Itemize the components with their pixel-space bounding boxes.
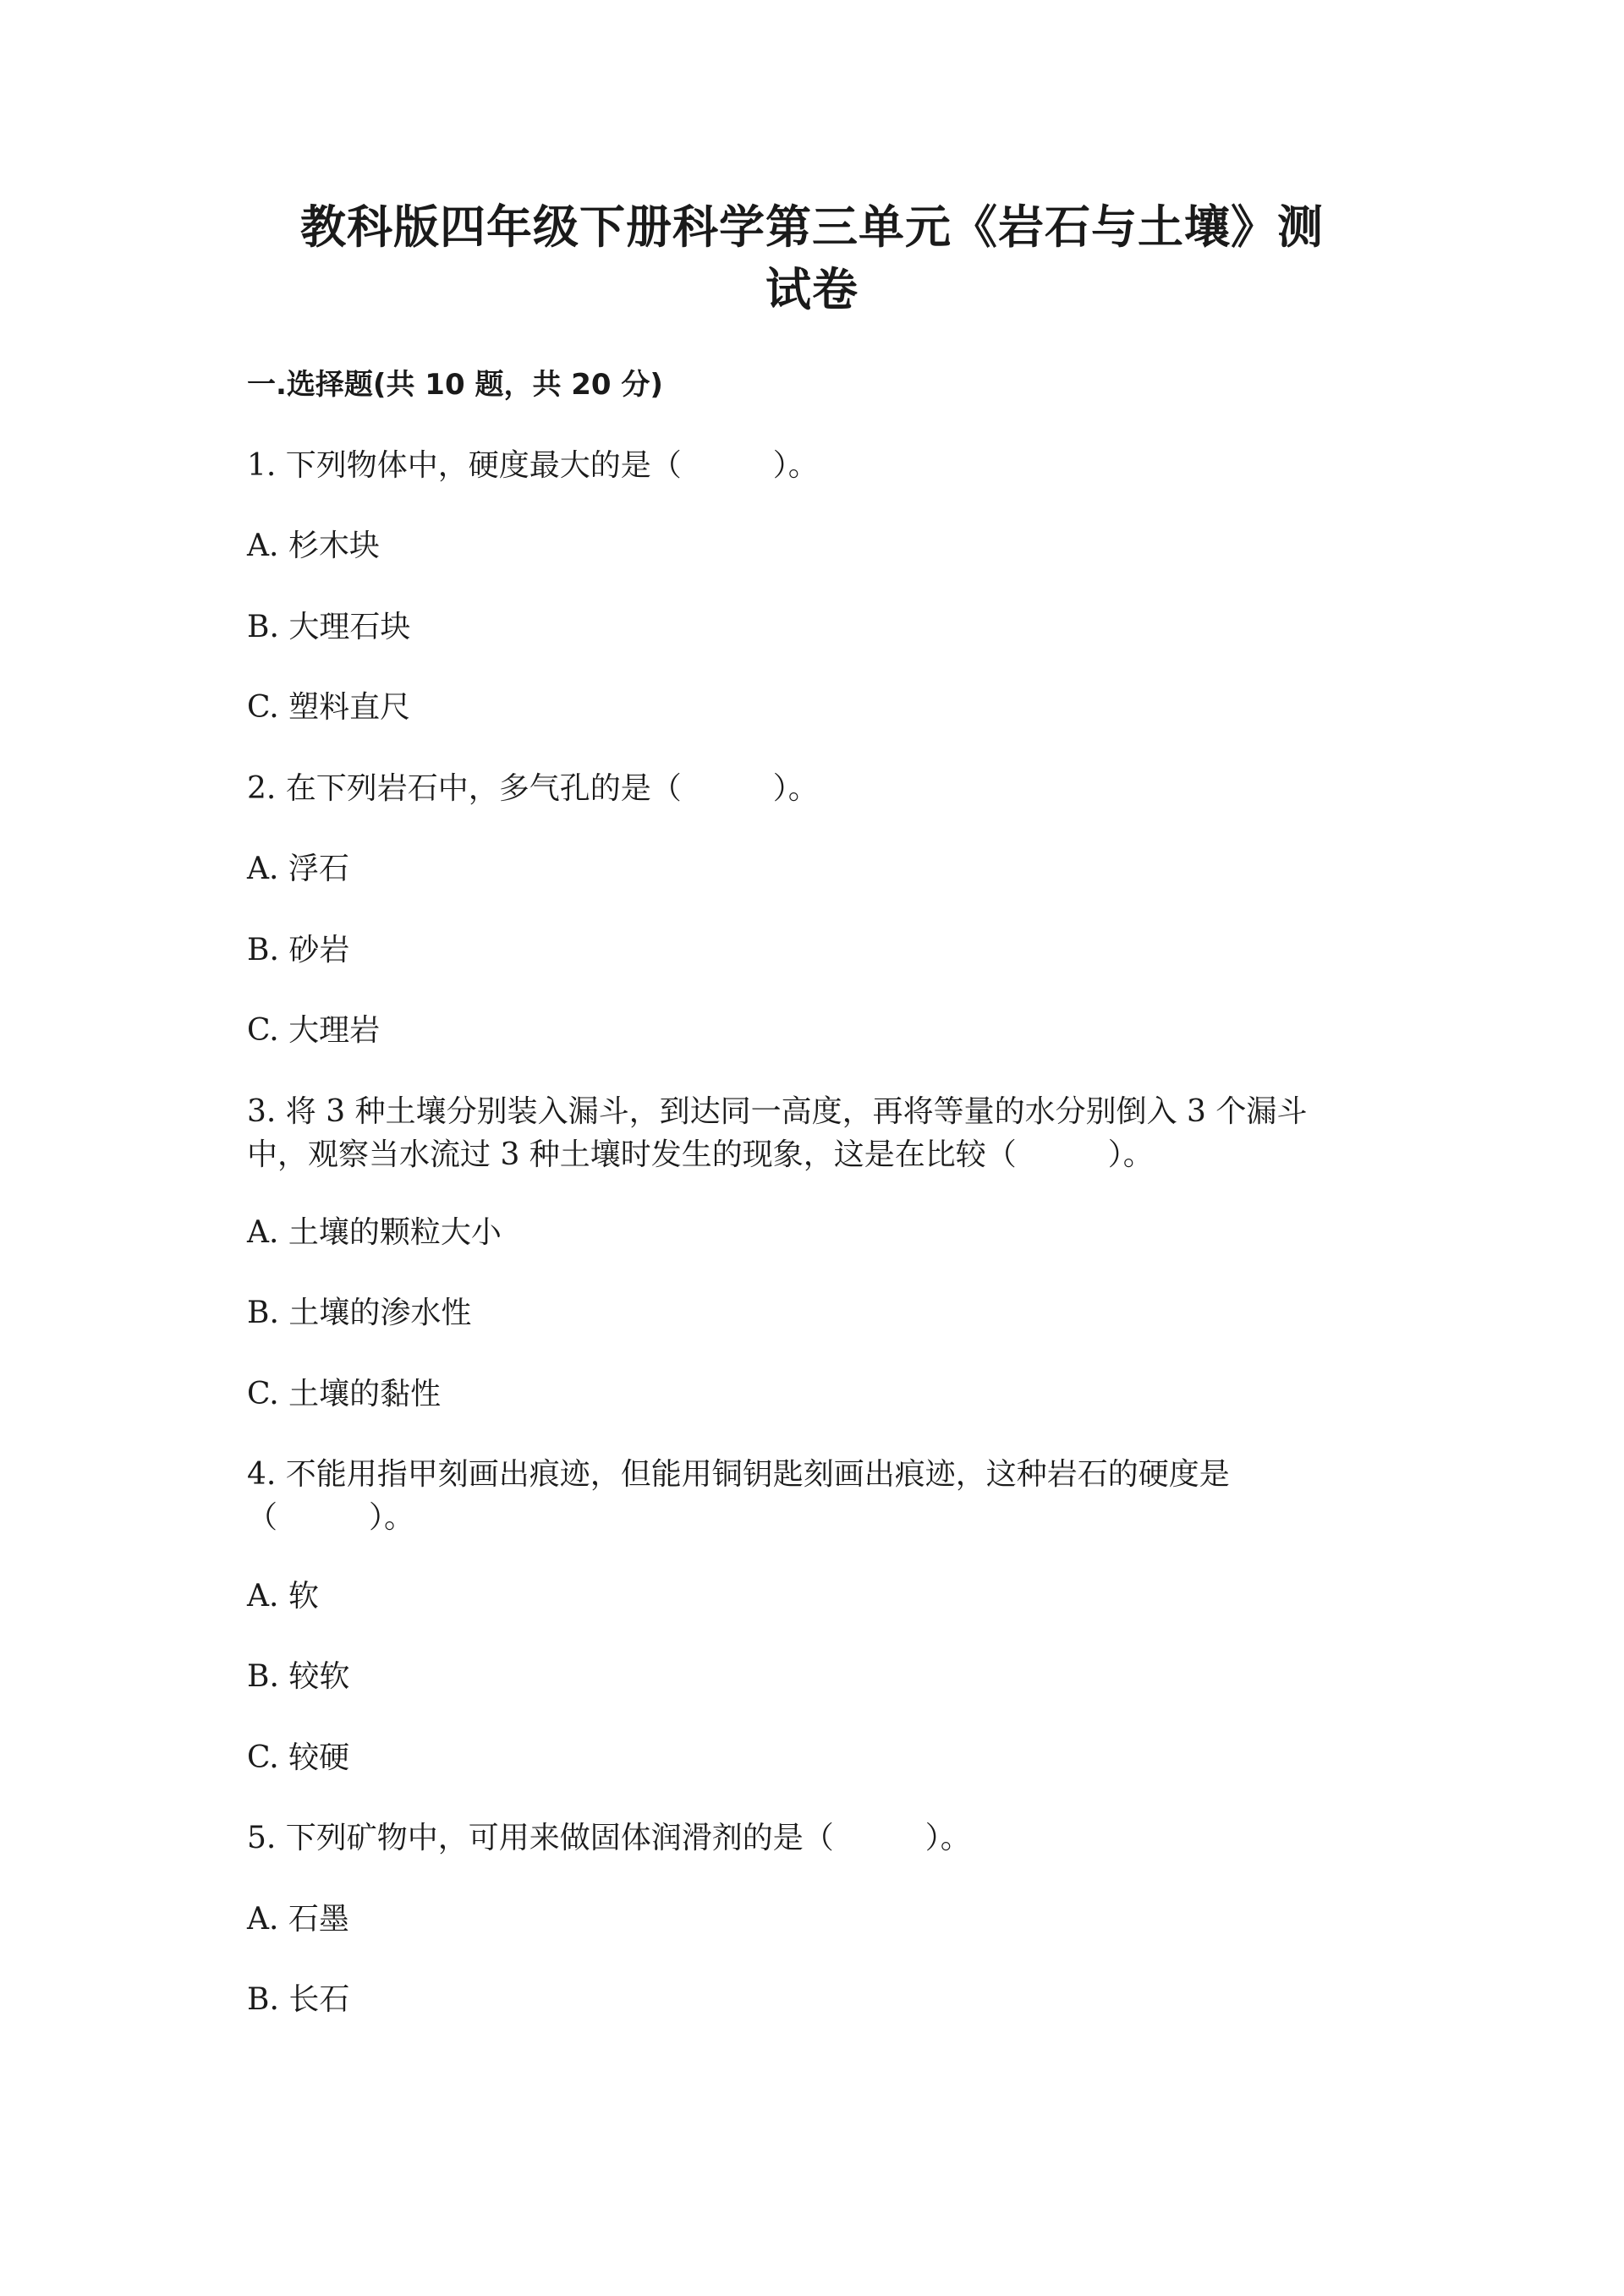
question-3-stem-line-1: 3. 将 3 种土壤分别装入漏斗，到达同一高度，再将等量的水分别倒入 3 个漏斗	[247, 1094, 1308, 1129]
question-5-option-b: B. 长石	[247, 1982, 350, 2017]
question-5-stem: 5. 下列矿物中，可用来做固体润滑剂的是（ ）。	[247, 1821, 971, 1855]
question-3-option-c: C. 土壤的黏性	[247, 1377, 442, 1411]
question-4-stem-line-1: 4. 不能用指甲刻画出痕迹，但能用铜钥匙刻画出痕迹，这种岩石的硬度是	[247, 1457, 1230, 1492]
question-2-stem: 2. 在下列岩石中，多气孔的是（ ）。	[247, 771, 819, 806]
question-3-option-a: A. 土壤的颗粒大小	[247, 1215, 502, 1250]
question-4-option-a: A. 软	[247, 1579, 319, 1614]
section-heading: 一.选择题(共 10 题，共 20 分)	[247, 368, 663, 402]
question-4-option-b: B. 较软	[247, 1659, 350, 1694]
question-2-option-c: C. 大理岩	[247, 1013, 381, 1048]
question-1-option-a: A. 杉木块	[247, 529, 380, 563]
question-1-option-b: B. 大理石块	[247, 610, 411, 644]
question-1-option-c: C. 塑料直尺	[247, 690, 411, 725]
question-3-option-b: B. 土壤的渗水性	[247, 1296, 472, 1330]
question-3-stem-line-2: 中，观察当水流过 3 种土壤时发生的现象，这是在比较（ ）。	[247, 1137, 1154, 1172]
page-title-line-2: 试卷	[765, 263, 859, 316]
question-2-option-a: A. 浮石	[247, 852, 349, 886]
question-4-option-c: C. 较硬	[247, 1740, 350, 1775]
question-5-option-a: A. 石墨	[247, 1902, 349, 1937]
page-title-line-1: 教科版四年级下册科学第三单元《岩石与土壤》测	[300, 200, 1324, 254]
question-1-stem: 1. 下列物体中，硬度最大的是（ ）。	[247, 448, 819, 483]
question-2-option-b: B. 砂岩	[247, 933, 350, 967]
question-4-stem-line-2: （ ）。	[247, 1500, 415, 1535]
